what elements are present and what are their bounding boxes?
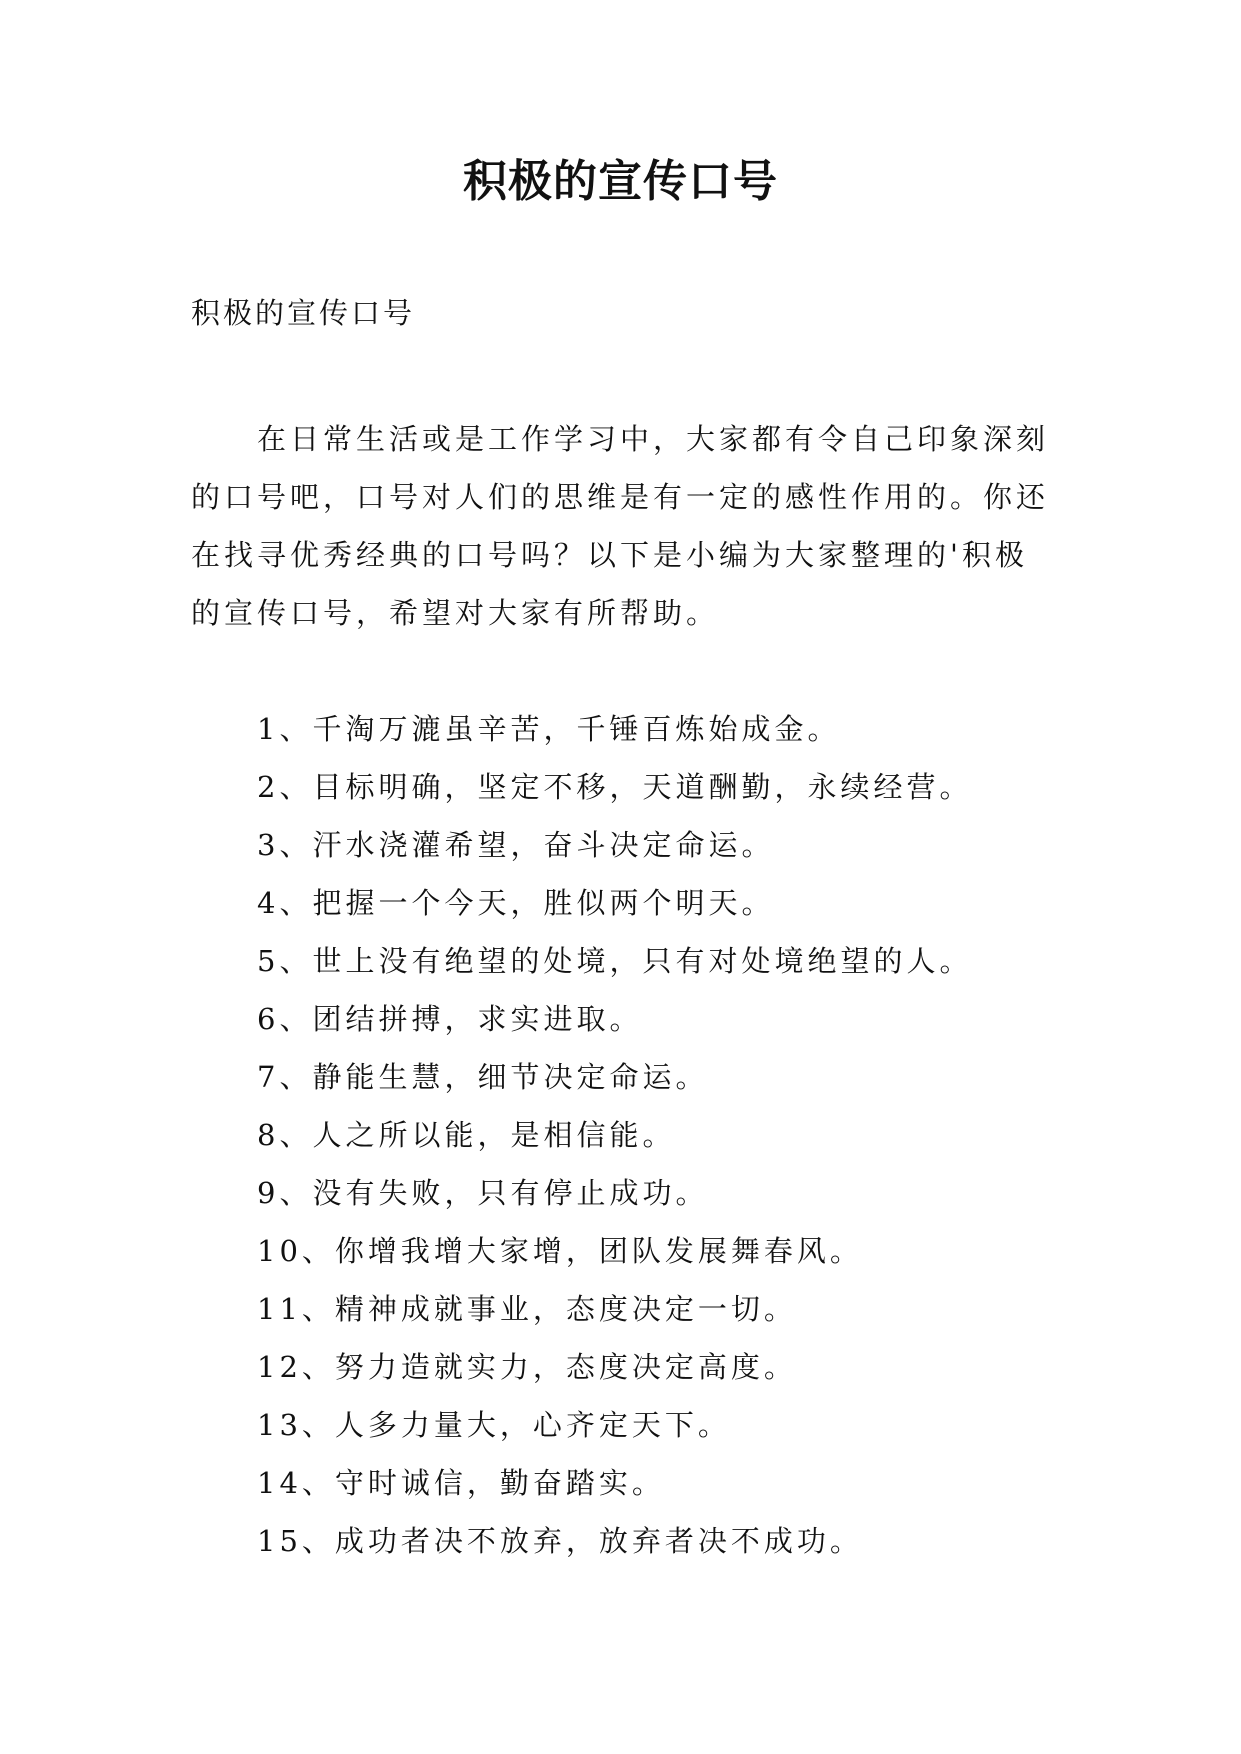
- document-title: 积极的宣传口号: [463, 156, 778, 207]
- slogan-item: 3、汗水浇灌希望，奋斗决定命运。: [257, 828, 775, 862]
- intro-paragraph: 在日常生活或是工作学习中，大家都有令自己印象深刻的口号吧，口号对人们的思维是有一定的感性作用的。你还在找寻优秀经典的口号吗？以下是小编为大家整理的'积极的宣传口号，希望对大家有所帮助。: [191, 422, 1050, 630]
- slogan-item: 12、努力造就实力，态度决定高度。: [257, 1350, 797, 1384]
- slogan-item: 9、没有失败，只有停止成功。: [257, 1176, 709, 1210]
- slogan-item: 8、人之所以能，是相信能。: [257, 1118, 676, 1152]
- slogan-item: 10、你增我增大家增，团队发展舞春风。: [257, 1234, 863, 1268]
- slogan-item: 4、把握一个今天，胜似两个明天。: [257, 886, 775, 920]
- slogan-item: 5、世上没有绝望的处境，只有对处境绝望的人。: [257, 944, 973, 978]
- slogan-item: 6、团结拼搏，求实进取。: [257, 1002, 643, 1036]
- slogan-item: 14、守时诚信，勤奋踏实。: [257, 1466, 665, 1500]
- slogan-list: [257, 700, 972, 1570]
- slogan-item: 1、千淘万漉虽辛苦，千锤百炼始成金。: [257, 712, 841, 746]
- document-subtitle: 积极的宣传口号: [191, 296, 416, 330]
- slogan-item: 7、静能生慧，细节决定命运。: [257, 1060, 709, 1094]
- slogan-item: 11、精神成就事业，态度决定一切。: [257, 1292, 797, 1326]
- slogan-item: 13、人多力量大，心齐定天下。: [257, 1408, 731, 1442]
- slogan-item: 15、成功者决不放弃，放弃者决不成功。: [257, 1524, 863, 1558]
- slogan-item: 2、目标明确，坚定不移，天道酬勤，永续经营。: [257, 770, 973, 804]
